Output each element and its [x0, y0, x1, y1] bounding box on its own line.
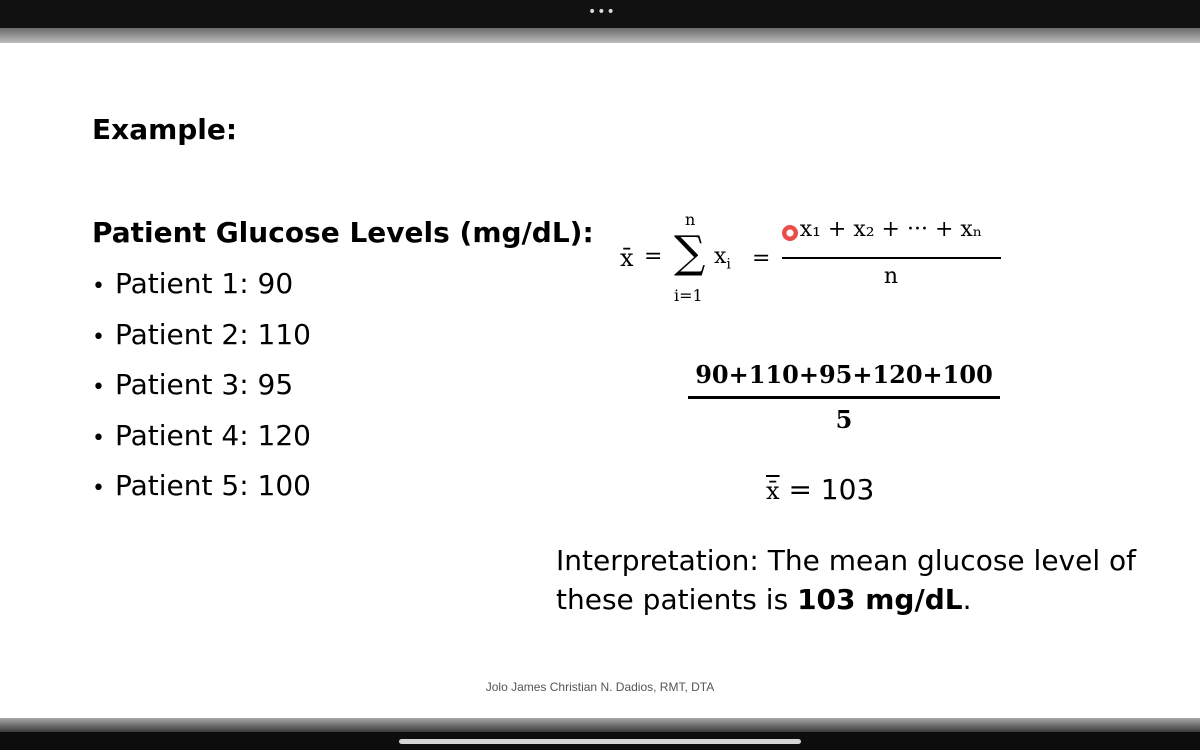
bullet: • — [92, 375, 105, 400]
calc-fraction-bar — [688, 396, 1000, 399]
calc-numerator: 90+110+95+120+100 — [695, 360, 993, 389]
home-indicator[interactable] — [399, 739, 801, 744]
bullet: • — [92, 324, 105, 350]
formula-sum-upper: n — [685, 210, 696, 229]
list-item — [92, 264, 311, 315]
interpretation-text: Interpretation: The mean glucose level of these patients is 103 mg/dL. — [556, 544, 1137, 616]
calc-denominator: 5 — [835, 405, 853, 434]
slide-footer: Jolo James Christian N. Dadios, RMT, DTA — [485, 680, 715, 694]
slide-heading: Example: — [92, 113, 238, 146]
patient-entry: Patient 4: 120 — [115, 418, 311, 452]
list-item — [92, 416, 311, 467]
top-edge-shadow — [0, 28, 1200, 43]
formula-sum-term: $x_i$ — [714, 244, 731, 273]
bullet: • — [92, 476, 105, 501]
more-dots-icon[interactable]: ••• — [588, 4, 616, 20]
slide — [0, 43, 1200, 718]
result-mean-symbol: x̄ — [766, 477, 780, 505]
list-title: Patient Glucose Levels (mg/dL): — [92, 216, 594, 249]
mean-result — [766, 473, 874, 506]
formula-sum-lower: i=1 — [674, 286, 703, 305]
interpretation-value: 103 mg/dL — [797, 583, 963, 616]
list-item — [92, 365, 311, 416]
formula-equals-2: = — [752, 246, 771, 271]
top-bar — [0, 0, 1200, 28]
laser-pointer-icon — [782, 225, 798, 241]
patient-list — [92, 264, 311, 517]
list-item — [92, 315, 311, 366]
formula-numerator: x₁ + x₂ + ··· + xₙ — [799, 217, 983, 242]
formula-equals: = — [644, 244, 663, 269]
formula-mean-symbol: x̄ — [620, 244, 634, 272]
result-text: = 103 — [779, 473, 875, 506]
patient-entry: Patient 1: 90 — [115, 267, 294, 300]
mean-formula — [612, 208, 1012, 318]
bottom-edge-shadow — [0, 718, 1200, 732]
sigma-icon: ∑ — [674, 227, 706, 278]
patient-entry: Patient 2: 110 — [115, 317, 311, 351]
bullet: • — [92, 425, 105, 451]
patient-entry: Patient 3: 95 — [115, 368, 294, 401]
formula-fraction-bar — [782, 257, 1001, 259]
list-item — [92, 466, 311, 517]
patient-entry: Patient 5: 100 — [115, 469, 311, 502]
bullet: • — [92, 274, 105, 299]
formula-denominator: n — [883, 264, 899, 289]
